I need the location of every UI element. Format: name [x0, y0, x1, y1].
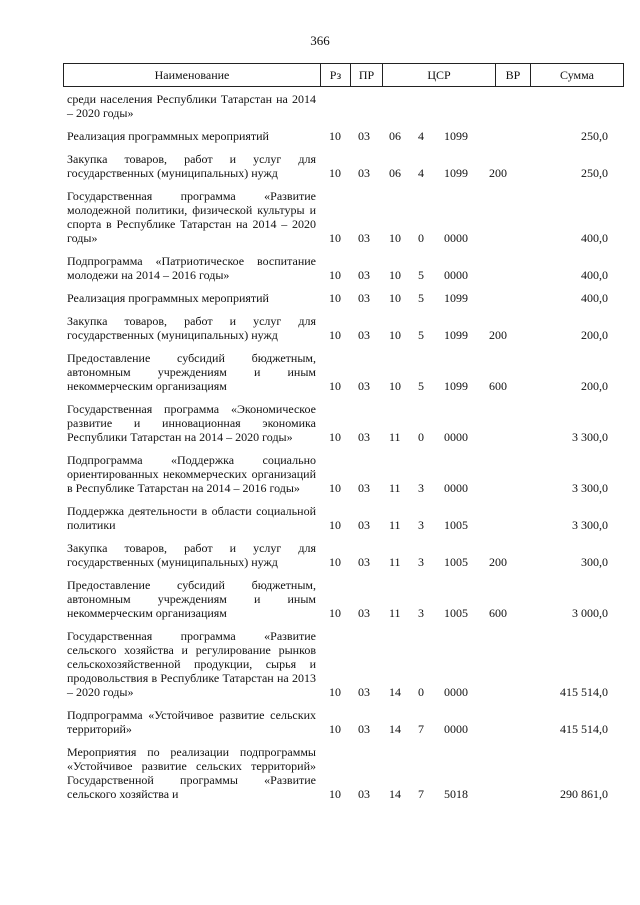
row-c2: 0 [418, 430, 424, 444]
row-c1: 11 [389, 518, 401, 532]
header-sum: Сумма [560, 67, 594, 82]
row-c2: 4 [418, 129, 424, 143]
row-sum: 415 514,0 [560, 685, 608, 699]
header-pr: ПР [351, 64, 383, 86]
row-sum: 200,0 [581, 328, 608, 342]
row-pr: 03 [358, 555, 370, 569]
row-name: Закупка товаров, работ и услуг для государственных (муниципальных) нужд [67, 152, 316, 180]
row-c1: 11 [389, 481, 401, 495]
row-c3: 0000 [444, 722, 468, 736]
row-rz: 10 [329, 518, 341, 532]
row-rz: 10 [329, 685, 341, 699]
row-name: среди населения Республики Татарстан на 2014 – 2020 годы» [67, 92, 316, 120]
row-c3: 1099 [444, 379, 468, 393]
row-name: Подпрограмма «Устойчивое развитие сельских территорий» [67, 708, 316, 736]
row-sum: 400,0 [581, 231, 608, 245]
table-body [0, 92, 640, 810]
table-row [0, 402, 640, 444]
table-row [0, 254, 640, 282]
row-vr: 200 [489, 328, 507, 342]
table-row [0, 578, 640, 620]
table-header [63, 63, 624, 87]
row-sum: 3 300,0 [572, 518, 608, 532]
row-sum: 400,0 [581, 268, 608, 282]
row-c2: 4 [418, 166, 424, 180]
row-c3: 0000 [444, 268, 468, 282]
row-c2: 0 [418, 231, 424, 245]
row-rz: 10 [329, 291, 341, 305]
table-row [0, 541, 640, 569]
row-sum: 290 861,0 [560, 787, 608, 801]
row-c1: 10 [389, 328, 401, 342]
row-c1: 14 [389, 722, 401, 736]
row-rz: 10 [329, 481, 341, 495]
row-pr: 03 [358, 328, 370, 342]
table-row [0, 129, 640, 143]
row-c2: 5 [418, 291, 424, 305]
row-c3: 1099 [444, 291, 468, 305]
row-name: Мероприятия по реализации подпрограммы «Устойчивое развитие сельских территорий» Государственной программы «Развитие сельского хозяйства и [67, 745, 316, 801]
row-c1: 14 [389, 787, 401, 801]
row-name: Предоставление субсидий бюджетным, автономным учреждениям и иным некоммерческим организациям [67, 351, 316, 393]
table-row [0, 708, 640, 736]
row-pr: 03 [358, 231, 370, 245]
table-row [0, 189, 640, 245]
row-vr: 600 [489, 379, 507, 393]
table-row [0, 745, 640, 801]
row-c3: 1099 [444, 129, 468, 143]
row-sum: 300,0 [581, 555, 608, 569]
table-row [0, 504, 640, 532]
row-c3: 0000 [444, 430, 468, 444]
row-pr: 03 [358, 685, 370, 699]
row-sum: 3 000,0 [572, 606, 608, 620]
row-name: Закупка товаров, работ и услуг для государственных (муниципальных) нужд [67, 541, 316, 569]
row-c2: 3 [418, 481, 424, 495]
row-c1: 06 [389, 166, 401, 180]
row-sum: 3 300,0 [572, 430, 608, 444]
row-rz: 10 [329, 129, 341, 143]
header-csr: ЦСР [383, 64, 496, 86]
table-row [0, 92, 640, 120]
table-row [0, 351, 640, 393]
row-sum: 3 300,0 [572, 481, 608, 495]
row-c2: 3 [418, 606, 424, 620]
row-sum: 400,0 [581, 291, 608, 305]
row-pr: 03 [358, 722, 370, 736]
row-name: Государственная программа «Экономическое развитие и инновационная экономика Республики Татарстан на 2014 – 2020 годы» [67, 402, 316, 444]
row-name: Предоставление субсидий бюджетным, автономным учреждениям и иным некоммерческим организациям [67, 578, 316, 620]
row-name: Подпрограмма «Патриотическое воспитание молодежи на 2014 – 2016 годы» [67, 254, 316, 282]
row-rz: 10 [329, 606, 341, 620]
header-rz: Рз [321, 64, 351, 86]
row-vr: 600 [489, 606, 507, 620]
row-c3: 1005 [444, 555, 468, 569]
row-rz: 10 [329, 231, 341, 245]
row-name: Закупка товаров, работ и услуг для государственных (муниципальных) нужд [67, 314, 316, 342]
row-c2: 7 [418, 787, 424, 801]
row-sum: 250,0 [581, 166, 608, 180]
row-vr: 200 [489, 555, 507, 569]
row-sum: 200,0 [581, 379, 608, 393]
row-pr: 03 [358, 430, 370, 444]
row-c1: 14 [389, 685, 401, 699]
table-row [0, 314, 640, 342]
row-rz: 10 [329, 722, 341, 736]
row-c3: 1005 [444, 518, 468, 532]
row-c3: 0000 [444, 685, 468, 699]
row-c1: 10 [389, 268, 401, 282]
row-c1: 11 [389, 606, 401, 620]
row-pr: 03 [358, 379, 370, 393]
row-c1: 06 [389, 129, 401, 143]
row-c2: 0 [418, 685, 424, 699]
row-name: Реализация программных мероприятий [67, 291, 269, 305]
row-c1: 10 [389, 231, 401, 245]
row-c3: 1005 [444, 606, 468, 620]
row-name: Государственная программа «Развитие молодежной политики, физической культуры и спорта в Республике Татарстан на 2014 – 2020 годы» [67, 189, 316, 245]
row-name: Реализация программных мероприятий [67, 129, 269, 143]
row-c3: 0000 [444, 481, 468, 495]
table-row [0, 291, 640, 305]
row-c2: 7 [418, 722, 424, 736]
header-name: Наименование [64, 64, 321, 86]
row-name: Поддержка деятельности в области социальной политики [67, 504, 316, 532]
row-sum: 415 514,0 [560, 722, 608, 736]
row-c1: 11 [389, 555, 401, 569]
row-rz: 10 [329, 787, 341, 801]
table-row [0, 453, 640, 495]
row-pr: 03 [358, 129, 370, 143]
header-vr: ВР [496, 64, 531, 86]
row-pr: 03 [358, 268, 370, 282]
row-rz: 10 [329, 555, 341, 569]
row-c1: 11 [389, 430, 401, 444]
table-row [0, 629, 640, 699]
row-c2: 5 [418, 379, 424, 393]
row-rz: 10 [329, 379, 341, 393]
row-pr: 03 [358, 291, 370, 305]
row-c3: 1099 [444, 328, 468, 342]
row-c2: 5 [418, 268, 424, 282]
page-number: 366 [310, 33, 330, 48]
row-name: Государственная программа «Развитие сельского хозяйства и регулирование рынков сельскохозяйственной продукции, сырья и продовольствия в Республике Татарстан на 2013 – 2020 годы» [67, 629, 316, 699]
row-c3: 1099 [444, 166, 468, 180]
row-c3: 0000 [444, 231, 468, 245]
row-rz: 10 [329, 166, 341, 180]
row-pr: 03 [358, 518, 370, 532]
row-c2: 3 [418, 555, 424, 569]
row-sum: 250,0 [581, 129, 608, 143]
table-row [0, 152, 640, 180]
row-rz: 10 [329, 430, 341, 444]
row-c1: 10 [389, 291, 401, 305]
row-c3: 5018 [444, 787, 468, 801]
row-pr: 03 [358, 166, 370, 180]
row-c2: 3 [418, 518, 424, 532]
row-rz: 10 [329, 268, 341, 282]
row-pr: 03 [358, 481, 370, 495]
row-c2: 5 [418, 328, 424, 342]
row-name: Подпрограмма «Поддержка социально ориентированных некоммерческих организаций в Республике Татарстан на 2014 – 2016 годы» [67, 453, 316, 495]
row-pr: 03 [358, 606, 370, 620]
row-vr: 200 [489, 166, 507, 180]
row-pr: 03 [358, 787, 370, 801]
row-c1: 10 [389, 379, 401, 393]
row-rz: 10 [329, 328, 341, 342]
